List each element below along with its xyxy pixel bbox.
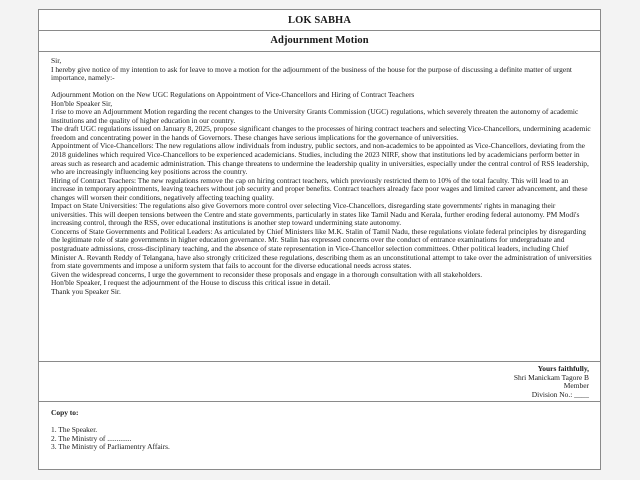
signature-block xyxy=(514,365,589,399)
paragraph-state-universities: Impact on State Universities: The regulations also give Governors more control over selecting Vice-Chancellors, disregarding state governments' rights in managing their universities. This will deepen tensions between the Centre and state governments, particularly in states like Tamil Nadu and Kerala, further eroding federal autonomy. PM Modi's increasing control, through the RSS, over educational institutions is another step toward undermining state autonomy. xyxy=(51,201,580,228)
house-title: LOK SABHA xyxy=(39,10,600,31)
copy-to-item: 2. The Ministry of ............. xyxy=(51,433,132,443)
motion-subject: Adjournment Motion on the New UGC Regulations on Appointment of Vice-Chancellors and Hiring of Contract Teachers xyxy=(51,90,415,100)
paragraph-state-concerns: Concerns of State Governments and Political Leaders: As articulated by Chief Ministers like M.K. Stalin of Tamil Nadu, these regulations violate federal principles by disregarding the legitimate role of state governments in higher education governance. Mr. Stalin has expressed concerns over the conduct of entrance examinations for undergraduate and postgraduate admissions, cross-disciplinary teaching, and the absence of state representation in Vice-Chancellor selection committees. Other political leaders, including Chief Minister A. Revanth Reddy of Telangana, have also strongly criticized these regulations, describing them as an unconstitutional attempt to take over the administration of universities from state governments and impose a uniform system that fails to account for the diverse educational needs across states. xyxy=(51,226,592,271)
copy-to-list xyxy=(51,426,600,452)
copy-to-item: 3. The Ministry of Parliamentry Affairs. xyxy=(51,442,170,452)
paragraph-urge: Given the widespread concerns, I urge the government to reconsider these proposals and engage in a thorough consultation with all stakeholders. xyxy=(51,269,483,279)
signature-section xyxy=(39,362,600,402)
copy-to-section xyxy=(39,402,600,452)
closing-line: Thank you Speaker Sir. xyxy=(51,286,121,296)
paragraph-draft-regulations: The draft UGC regulations issued on January 8, 2025, propose significant changes to the processes of hiring contract teachers and selecting Vice-Chancellors, undermining academic freedom and concentrating power in the hands of Governors. These changes have serious implications for the governance of universities. xyxy=(51,124,591,142)
copy-to-label: Copy to: xyxy=(51,408,79,417)
salutation: Sir, xyxy=(51,56,62,65)
yours-faithfully: Yours faithfully, xyxy=(537,364,589,373)
division-number: Division No.: ____ xyxy=(531,389,589,399)
member-name: Shri Manickam Tagore B xyxy=(513,372,589,382)
paragraph-intro: I rise to move an Adjournment Motion regarding the recent changes to the University Grants Commission (UGC) regulations, which severely threaten the autonomy of academic institutions and the quality of higher education in our country. xyxy=(51,107,579,125)
address-line: Hon'ble Speaker Sir, xyxy=(51,98,113,108)
member-role: Member xyxy=(563,381,589,391)
paragraph-contract-teachers: Hiring of Contract Teachers: The new regulations remove the cap on hiring contract teachers, which previously restricted them to 10% of the total faculty. This will lead to an increase in temporary appointments, leaving teachers without job security and proper benefits. Contract teachers already face poor wages and limited career advancement, and these changes will worsen their conditions, negatively affecting teaching quality. xyxy=(51,175,588,202)
paragraph-vice-chancellors: Appointment of Vice-Chancellors: The new regulations allow individuals from industry, public sectors, and non-academics to be appointed as Vice-Chancellors, deviating from the 2018 guidelines which required Vice-Chancellors to be experienced academicians. Studies, including the 2023 NIRF, show that institutions led by academicians perform better in areas such as research and academic administration. This change threatens to undermine the leadership quality in universities, especially under the central control of RSS leadership, who are increasingly influencing key positions across the country. xyxy=(51,141,589,177)
copy-to-item: 1. The Speaker. xyxy=(51,425,98,435)
motion-body xyxy=(39,52,600,362)
motion-form xyxy=(38,9,601,470)
notice-text: I hereby give notice of my intention to ask for leave to move a motion for the adjournment of the business of the house for the purpose of discussing a definite matter of urgent importance, namely:- xyxy=(51,64,572,83)
motion-type-title: Adjournment Motion xyxy=(39,31,600,52)
paragraph-request: Hon'ble Speaker, I request the adjournment of the House to discuss this critical issue in detail. xyxy=(51,278,331,288)
